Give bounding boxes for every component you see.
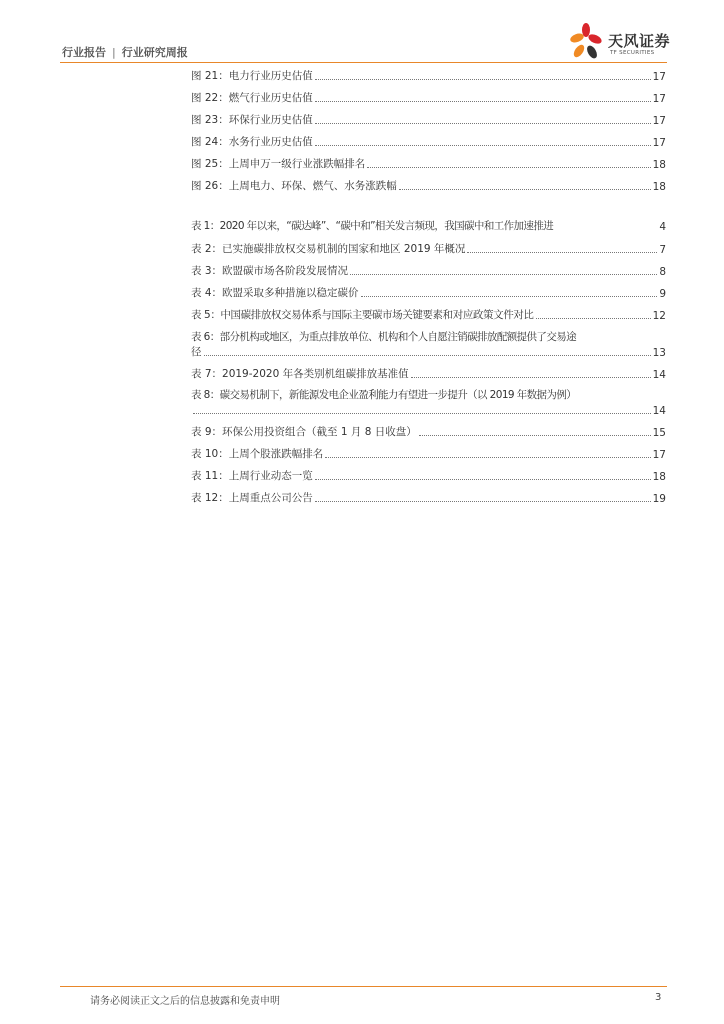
toc-entry[interactable] bbox=[191, 469, 666, 483]
toc-entry-page: 12 bbox=[652, 310, 666, 322]
dot-leader bbox=[315, 123, 651, 124]
toc-entry-label: 表 12：上周重点公司公告 bbox=[191, 492, 313, 504]
report-category-header bbox=[62, 44, 188, 60]
toc-entry[interactable] bbox=[191, 157, 666, 171]
toc-entry[interactable] bbox=[191, 330, 666, 344]
toc-entry-page: 14 bbox=[652, 369, 666, 381]
dot-leader bbox=[315, 501, 651, 502]
toc-entry-label: 图 25：上周申万一级行业涨跌幅排名 bbox=[191, 158, 366, 170]
toc-entry-page: 18 bbox=[652, 181, 666, 193]
toc-entry[interactable] bbox=[191, 91, 666, 105]
toc-entry[interactable] bbox=[191, 242, 666, 256]
toc-entry[interactable] bbox=[191, 113, 666, 127]
dot-leader bbox=[315, 479, 651, 480]
dot-leader bbox=[367, 167, 650, 168]
dot-leader bbox=[315, 101, 651, 102]
dot-leader bbox=[411, 377, 651, 378]
toc-entry[interactable] bbox=[191, 219, 666, 233]
toc-entry-label: 表 6：部分机构或地区，为重点排放单位、机构和个人自愿注销碳排放配额提供了交易途 bbox=[191, 331, 577, 343]
toc-entry-label: 图 26：上周电力、环保、燃气、水务涨跌幅 bbox=[191, 180, 397, 192]
toc-entry-label: 表 4：欧盟采取多种措施以稳定碳价 bbox=[191, 287, 359, 299]
tf-securities-logo bbox=[568, 22, 678, 64]
toc-entry-page: 17 bbox=[652, 93, 666, 105]
header-divider bbox=[60, 62, 667, 63]
toc-entry-label: 图 21：电力行业历史估值 bbox=[191, 70, 313, 82]
dot-leader bbox=[204, 355, 651, 356]
toc-entry[interactable] bbox=[191, 367, 666, 381]
toc-entry[interactable] bbox=[191, 286, 666, 300]
toc-entry-label: 表 1：2020 年以来，“碳达峰”、“碳中和”相关发言频现，我国碳中和工作加速推进 bbox=[191, 220, 554, 232]
toc-entry-page: 8 bbox=[659, 266, 666, 278]
dot-leader bbox=[536, 318, 651, 319]
toc-entry-page: 14 bbox=[652, 405, 666, 417]
toc-entry-continued[interactable] bbox=[191, 345, 666, 359]
toc-entry-page: 7 bbox=[659, 244, 666, 256]
header-category: 行业报告 bbox=[62, 46, 106, 59]
toc-entry[interactable] bbox=[191, 264, 666, 278]
toc-entry[interactable] bbox=[191, 69, 666, 83]
toc-entry-label: 表 5：中国碳排放权交易体系与国际主要碳市场关键要素和对应政策文件对比 bbox=[191, 309, 534, 321]
toc-entry-label: 图 22：燃气行业历史估值 bbox=[191, 92, 313, 104]
logo-name: 天风证券 bbox=[608, 32, 671, 50]
toc-entry-continued[interactable] bbox=[191, 403, 666, 417]
dot-leader bbox=[350, 274, 657, 275]
flower-logo-icon bbox=[568, 22, 608, 64]
toc-entry-label: 图 24：水务行业历史估值 bbox=[191, 136, 313, 148]
dot-leader bbox=[315, 79, 651, 80]
toc-entry-label: 表 3：欧盟碳市场各阶段发展情况 bbox=[191, 265, 349, 277]
toc-entry[interactable] bbox=[191, 308, 666, 322]
header-separator: | bbox=[112, 45, 116, 59]
dot-leader bbox=[467, 252, 657, 253]
toc-entry[interactable] bbox=[191, 135, 666, 149]
header-subcategory: 行业研究周报 bbox=[121, 46, 188, 59]
dot-leader bbox=[361, 296, 658, 297]
toc-entry-page: 17 bbox=[652, 449, 666, 461]
dot-leader bbox=[315, 145, 651, 146]
toc-entry-label: 表 8：碳交易机制下，新能源发电企业盈利能力有望进一步提升（以 2019 年数据为例） bbox=[191, 389, 577, 401]
toc-entry-label: 表 11：上周行业动态一览 bbox=[191, 470, 313, 482]
toc-entry-page: 15 bbox=[652, 427, 666, 439]
dot-leader bbox=[325, 457, 650, 458]
toc-entry-page: 17 bbox=[652, 71, 666, 83]
toc-entry-page: 9 bbox=[659, 288, 666, 300]
dot-leader bbox=[419, 435, 651, 436]
toc-entry-label-cont: 径 bbox=[191, 346, 202, 358]
toc-entry-page: 18 bbox=[652, 471, 666, 483]
toc-entry-page: 17 bbox=[652, 137, 666, 149]
toc-entry[interactable] bbox=[191, 179, 666, 193]
toc-entry[interactable] bbox=[191, 447, 666, 461]
toc-entry-label: 图 23：环保行业历史估值 bbox=[191, 114, 313, 126]
dot-leader bbox=[193, 413, 651, 414]
toc-entry-page: 17 bbox=[652, 115, 666, 127]
logo-subtitle: TF SECURITIES bbox=[610, 50, 655, 56]
toc-entry-page: 19 bbox=[652, 493, 666, 505]
toc-entry[interactable] bbox=[191, 388, 666, 402]
toc-entry-page: 18 bbox=[652, 159, 666, 171]
toc-entry-label: 表 10：上周个股涨跌幅排名 bbox=[191, 448, 324, 460]
toc-entry-label: 表 9：环保公用投资组合（截至 1 月 8 日收盘） bbox=[191, 426, 417, 438]
footer-disclaimer: 请务必阅读正文之后的信息披露和免责申明 bbox=[90, 996, 280, 1007]
toc-entry[interactable] bbox=[191, 425, 666, 439]
footer-divider bbox=[60, 986, 667, 987]
toc-entry-label: 表 2：已实施碳排放权交易机制的国家和地区 2019 年概况 bbox=[191, 243, 466, 255]
toc-entry-page: 4 bbox=[659, 221, 666, 233]
toc-entry-label: 表 7：2019-2020 年各类别机组碳排放基准值 bbox=[191, 368, 409, 380]
dot-leader bbox=[399, 189, 651, 190]
toc-entry-page: 13 bbox=[652, 347, 666, 359]
footer-page-number: 3 bbox=[655, 992, 662, 1003]
toc-entry[interactable] bbox=[191, 491, 666, 505]
